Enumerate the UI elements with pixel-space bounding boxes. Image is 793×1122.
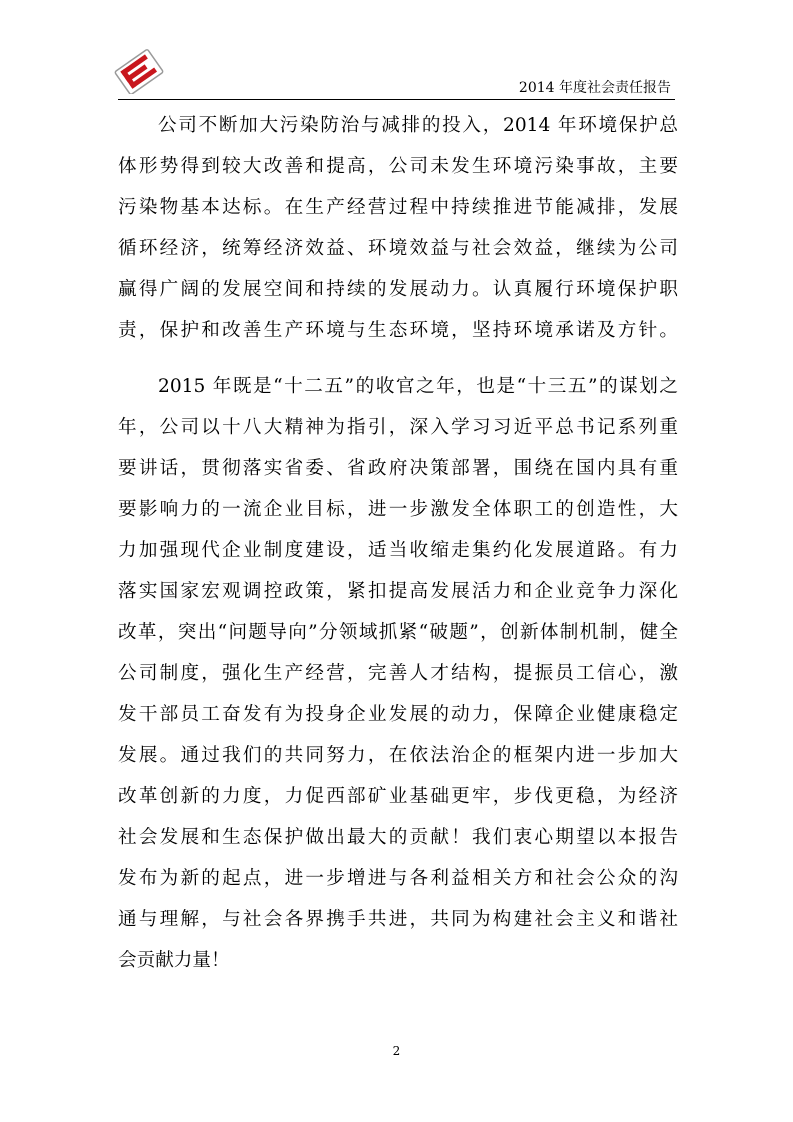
paragraph-outlook-2015: [118, 366, 678, 981]
text-line: 循环经济，统筹经济效益、环境效益与社会效益，继续为公司: [118, 238, 678, 259]
text-line: 社会发展和生态保护做出最大的贡献！我们衷心期望以本报告: [118, 827, 678, 848]
text-line: 年，公司以十八大精神为指引，深入学习习近平总书记系列重: [118, 417, 678, 438]
text-line: 要讲话，贯彻落实省委、省政府决策部署，围绕在国内具有重: [118, 458, 678, 479]
text-line: 发干部员工奋发有为投身企业发展的动力，保障企业健康稳定: [118, 704, 678, 725]
text-line: 体形势得到较大改善和提高，公司未发生环境污染事故，主要: [118, 156, 678, 177]
report-title: 2014 年度社会责任报告: [518, 80, 671, 96]
text-line: 污染物基本达标。在生产经营过程中持续推进节能减排，发展: [118, 197, 678, 218]
paragraph-environment: [118, 105, 678, 351]
text-line: 改革，突出“问题导向”分领域抓紧“破题”，创新体制机制，健全: [118, 622, 678, 643]
text-line: 发展。通过我们的共同努力，在依法治企的框架内进一步加大: [118, 745, 678, 766]
text-line: 通与理解，与社会各界携手共进，共同为构建社会主义和谐社: [118, 909, 678, 930]
company-logo-icon: [112, 48, 166, 94]
text-line: 落实国家宏观调控政策，紧扣提高发展活力和企业竞争力深化: [118, 581, 678, 602]
text-line: 要影响力的一流企业目标，进一步激发全体职工的创造性，大: [118, 499, 678, 520]
text-line: 赢得广阔的发展空间和持续的发展动力。认真履行环境保护职: [118, 279, 678, 300]
text-line: 责，保护和改善生产环境与生态环境，坚持环境承诺及方针。: [118, 320, 678, 341]
header-divider: [118, 99, 675, 100]
text-line: 会贡献力量！: [118, 950, 230, 971]
report-body: [118, 105, 678, 996]
text-line: 发布为新的起点，进一步增进与各利益相关方和社会公众的沟: [118, 868, 678, 889]
text-line: 公司不断加大污染防治与减排的投入，2014 年环境保护总: [158, 115, 678, 136]
logo-mark: [115, 49, 164, 94]
text-line: 2015 年既是“十二五”的收官之年，也是“十三五”的谋划之: [158, 376, 678, 397]
text-line: 力加强现代企业制度建设，适当收缩走集约化发展道路。有力: [118, 540, 678, 561]
page-number: 2: [392, 1044, 401, 1058]
text-line: 改革创新的力度，力促西部矿业基础更牢，步伐更稳，为经济: [118, 786, 678, 807]
text-line: 公司制度，强化生产经营，完善人才结构，提振员工信心，激: [118, 663, 678, 684]
